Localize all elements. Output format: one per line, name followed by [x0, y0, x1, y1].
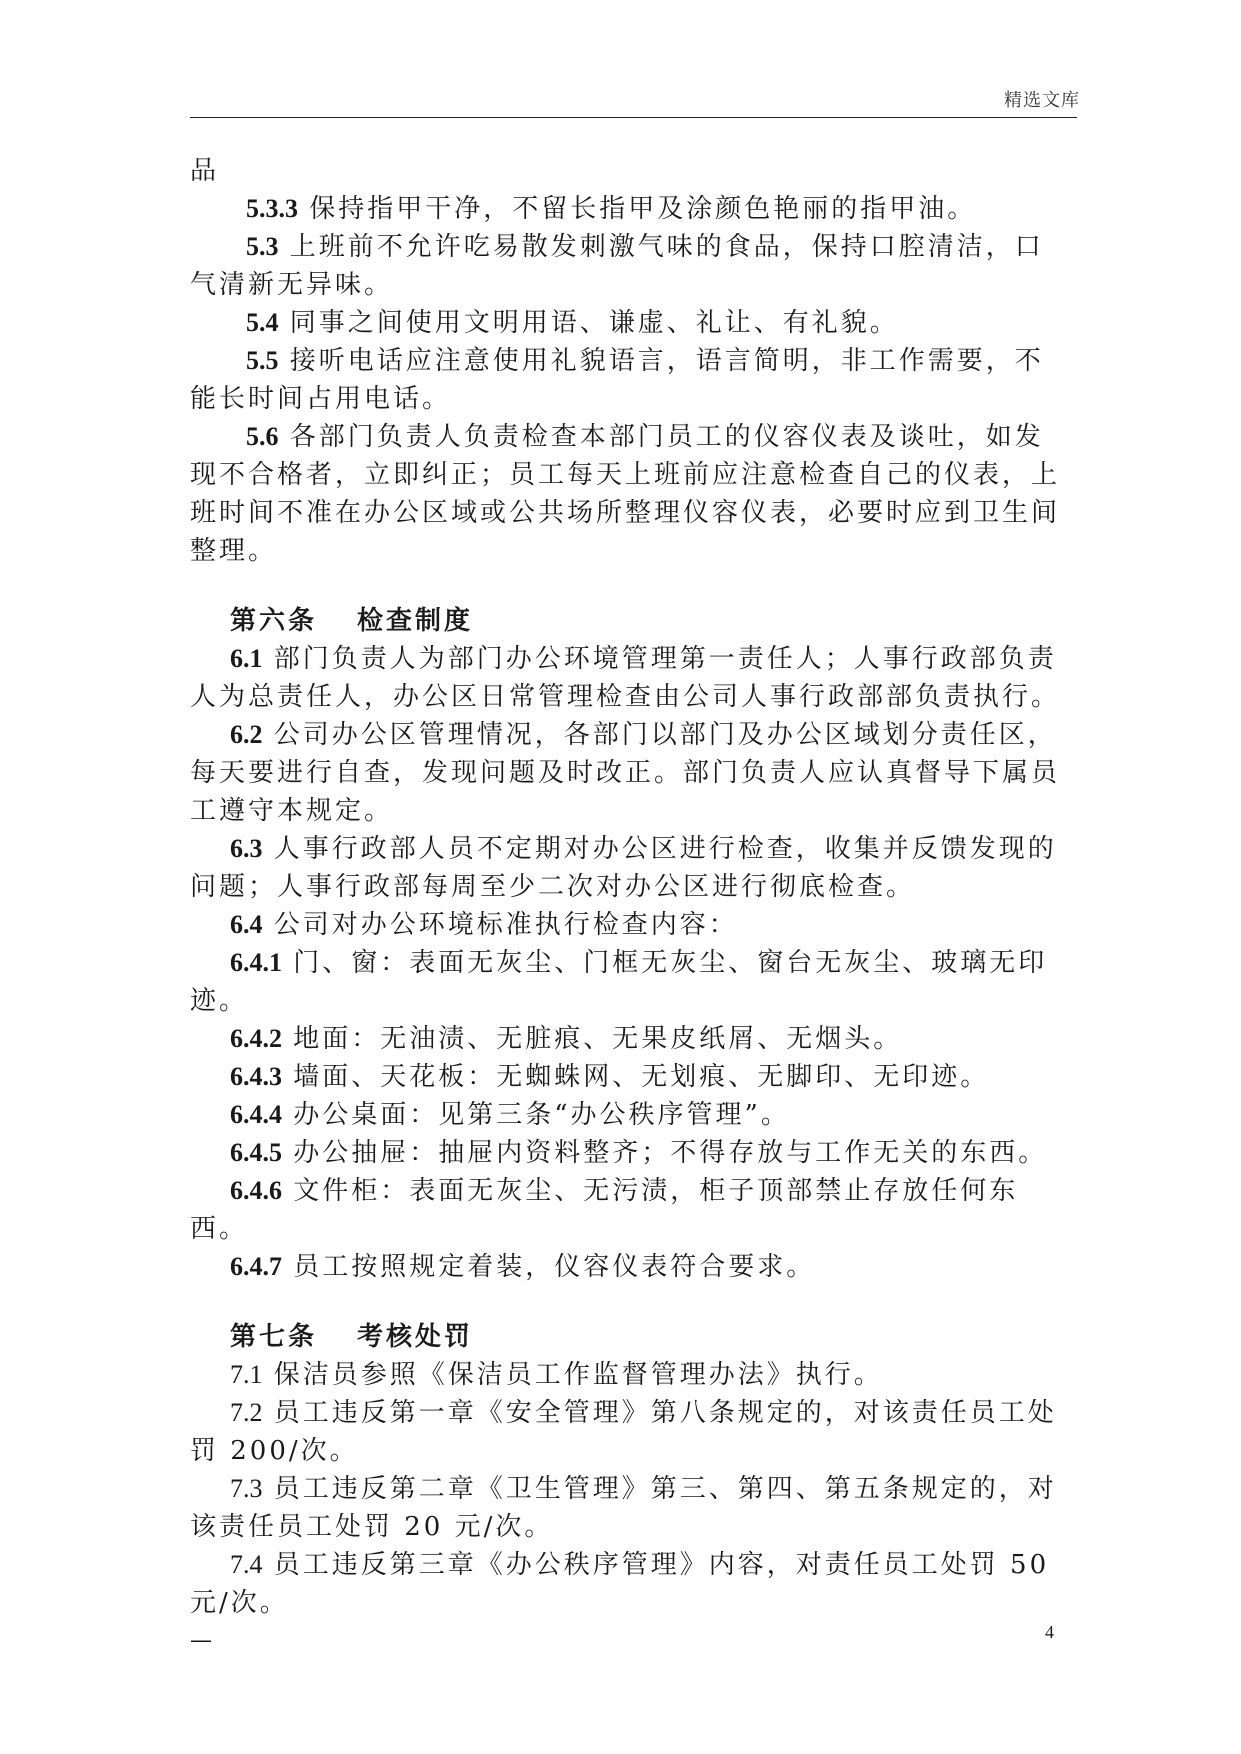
clause-number: 5.3.3	[246, 194, 298, 223]
list-item	[190, 1172, 1070, 1248]
paragraph-text: 员工违反第一章《安全管理》第八条规定的，对该责任员工处罚 200/次。	[190, 1398, 1057, 1466]
paragraph-text: 公司办公区管理情况，各部门以部门及办公区域划分责任区，每天要进行自查，发现问题及时改正。部门负责人应认真督导下属员工遵守本规定。	[190, 720, 1061, 826]
paragraph	[190, 304, 1070, 342]
list-item	[190, 1394, 1070, 1470]
list-item	[190, 830, 1070, 906]
paragraph-text: 上班前不允许吃易散发刺激气味的食品，保持口腔清洁，口气清新无异味。	[190, 232, 1044, 300]
paragraph-text: 门、窗：表面无灰尘、门框无灰尘、窗台无灰尘、玻璃无印迹。	[190, 948, 1048, 1016]
paragraph-text: 人事行政部人员不定期对办公区进行检查，收集并反馈发现的问题；人事行政部每周至少二次对办公区进行彻底检查。	[190, 834, 1057, 902]
clause-number: 7.1	[230, 1360, 263, 1389]
paragraph-text: 接听电话应注意使用礼貌语言，语言简明，非工作需要，不能长时间占用电话。	[190, 346, 1044, 414]
paragraph	[190, 228, 1070, 304]
paragraph-text: 保洁员参照《保洁员工作监督管理办法》执行。	[262, 1360, 883, 1390]
paragraph-text: 公司对办公环境标准执行检查内容：	[262, 910, 738, 940]
clause-number: 7.2	[230, 1398, 263, 1427]
paragraph-text: 墙面、天花板：无蜘蛛网、无划痕、无脚印、无印迹。	[282, 1062, 990, 1092]
clause-number: 6.3	[230, 834, 263, 863]
clause-number: 7.3	[230, 1474, 263, 1503]
paragraph-text: 各部门负责人负责检查本部门员工的仪容仪表及谈吐，如发现不合格者，立即纠正；员工每天上班前应注意检查自己的仪表，上班时间不准在办公区域或公共场所整理仪容仪表，必要时应到卫生间整理。	[190, 422, 1061, 566]
list-item	[190, 1020, 1070, 1058]
section-title: 检查制度	[357, 606, 474, 636]
paragraph-text: 员工违反第二章《卫生管理》第三、第四、第五条规定的，对该责任员工处罚 20 元/次。	[190, 1474, 1057, 1542]
section-number: 第七条	[230, 1322, 318, 1352]
clause-number: 6.4.2	[230, 1024, 282, 1053]
section-title: 考核处罚	[357, 1322, 474, 1352]
clause-number: 6.4.5	[230, 1138, 282, 1167]
footer-dash: —	[190, 1628, 212, 1653]
section-number: 第六条	[230, 606, 318, 636]
paragraph-text: 员工按照规定着装，仪容仪表符合要求。	[282, 1252, 816, 1282]
list-item	[190, 1470, 1070, 1546]
list-item	[190, 1546, 1070, 1622]
document-body	[190, 152, 1070, 1622]
list-item	[190, 1058, 1070, 1096]
list-item	[190, 944, 1070, 1020]
clause-number: 7.4	[230, 1550, 263, 1579]
clause-number: 6.4	[230, 910, 263, 939]
paragraph-text: 办公桌面：见第三条“办公秩序管理”。	[282, 1100, 790, 1130]
section-heading	[190, 1318, 1070, 1356]
header-title: 精选文库	[1004, 90, 1080, 111]
paragraph-text: 品	[190, 156, 220, 186]
page-number: 4	[1045, 1622, 1054, 1642]
clause-number: 6.4.3	[230, 1062, 282, 1091]
paragraph-text: 办公抽屉：抽屉内资料整齐；不得存放与工作无关的东西。	[282, 1138, 1048, 1168]
paragraph-text: 文件柜：表面无灰尘、无污渍，柜子顶部禁止存放任何东西。	[190, 1176, 1019, 1244]
paragraph-text: 部门负责人为部门办公环境管理第一责任人；人事行政部负责人为总责任人，办公区日常管理检查由公司人事行政部部负责执行。	[190, 644, 1061, 712]
list-item	[190, 640, 1070, 716]
section-heading	[190, 602, 1070, 640]
paragraph	[190, 190, 1070, 228]
clause-number: 5.6	[246, 422, 279, 451]
list-item	[190, 1096, 1070, 1134]
list-item	[190, 1356, 1070, 1394]
paragraph-text: 员工违反第三章《办公秩序管理》内容，对责任员工处罚 50 元/次。	[190, 1550, 1050, 1618]
clause-number: 6.2	[230, 720, 263, 749]
clause-number: 6.4.4	[230, 1100, 282, 1129]
list-item	[190, 1134, 1070, 1172]
list-item	[190, 1248, 1070, 1286]
clause-number: 6.4.6	[230, 1176, 282, 1205]
paragraph-text: 保持指甲干净，不留长指甲及涂颜色艳丽的指甲油。	[298, 194, 977, 224]
clause-number: 5.3	[246, 232, 279, 261]
clause-number: 6.4.7	[230, 1252, 282, 1281]
list-item	[190, 716, 1070, 830]
clause-number: 6.1	[230, 644, 263, 673]
list-item	[190, 906, 1070, 944]
paragraph	[190, 418, 1070, 570]
clause-number: 6.4.1	[230, 948, 282, 977]
paragraph-text: 地面：无油渍、无脏痕、无果皮纸屑、无烟头。	[282, 1024, 903, 1054]
clause-number: 5.4	[246, 308, 279, 337]
paragraph	[190, 342, 1070, 418]
clause-number: 5.5	[246, 346, 279, 375]
header-divider	[190, 117, 1077, 118]
paragraph-text: 同事之间使用文明用语、谦虚、礼让、有礼貌。	[278, 308, 899, 338]
paragraph	[190, 152, 1070, 190]
